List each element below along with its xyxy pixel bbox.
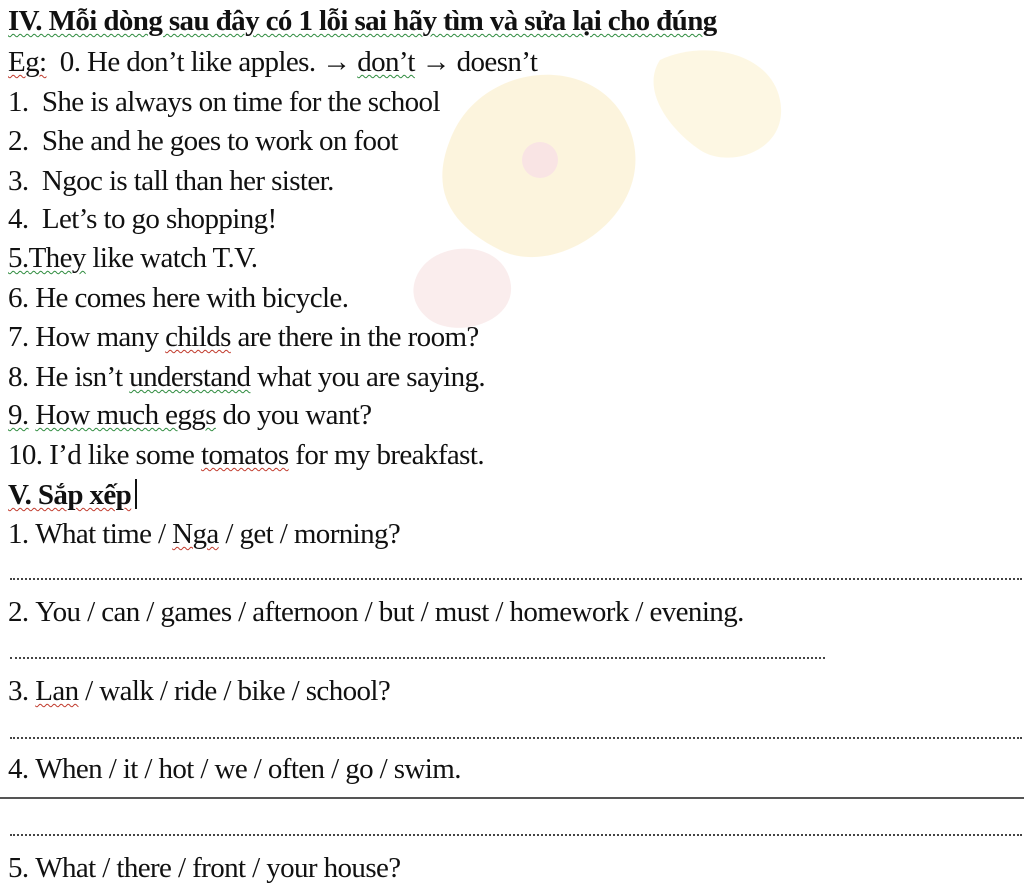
item-number: 8.: [8, 361, 29, 393]
item-number: 3.: [8, 675, 29, 707]
section-4-heading: [8, 4, 717, 38]
item-number: 4.: [8, 203, 29, 235]
answer-line[interactable]: [10, 737, 1022, 739]
item-number: 1.: [8, 86, 29, 118]
item-number: 4.: [8, 753, 29, 785]
item-text: When / it / hot / we / often / go / swim.: [35, 753, 461, 785]
item-number: 10.: [8, 439, 43, 471]
item-text-post: / walk / ride / bike / school?: [78, 675, 391, 707]
exercise-item: [8, 202, 277, 236]
item-marked-word: childs: [165, 321, 231, 353]
item-text: She is always on time for the school: [41, 86, 440, 118]
item-number: 2.: [8, 125, 29, 157]
item-number: 1.: [8, 518, 29, 550]
section-5-heading: [8, 478, 137, 512]
arrow-icon: →: [322, 46, 351, 78]
exercise-item: [8, 438, 484, 472]
reorder-item: [8, 595, 744, 629]
section-5-heading-text: V. Sắp xếp: [8, 479, 132, 511]
item-text-post: / get / morning?: [218, 518, 401, 550]
item-number: 9.: [8, 399, 29, 431]
example-wrong-word: don’t: [357, 46, 415, 78]
item-text-pre: What time /: [35, 518, 173, 550]
item-text-post: are there in the room?: [230, 321, 479, 353]
example-correct-word: doesn’t: [456, 46, 538, 78]
item-number: 7.: [8, 321, 29, 353]
exercise-item: [8, 164, 334, 198]
item-marked-word: understand: [129, 361, 251, 393]
item-marked-word: They: [28, 242, 86, 274]
section-4-heading-text: IV. Mỗi dòng sau đây có 1 lỗi sai hãy tìm và sửa lại cho đúng: [8, 5, 717, 37]
item-text-pre: I’d like some: [49, 439, 201, 471]
exercise-item: [8, 320, 479, 354]
item-text: You / can / games / afternoon / but / must / homework / evening.: [35, 596, 744, 628]
exercise-item: [8, 124, 398, 158]
item-marked-word: Nga: [172, 518, 219, 550]
item-marked-word: Lan: [35, 675, 79, 707]
item-text-post: do you want?: [215, 399, 372, 431]
answer-line[interactable]: [10, 578, 1022, 580]
item-text: Let’s to go shopping!: [41, 203, 277, 235]
item-text: She and he goes to work on foot: [41, 125, 398, 157]
item-marked-word: How much eggs: [35, 399, 216, 431]
example-label: Eg:: [8, 46, 47, 78]
item-text-post: what you are saying.: [250, 361, 486, 393]
item-number: 3.: [8, 165, 29, 197]
item-text-post: like watch T.V.: [85, 242, 258, 274]
item-number: 6.: [8, 282, 29, 314]
exercise-item: [8, 241, 257, 275]
exercise-item: [8, 398, 372, 432]
answer-line[interactable]: [10, 657, 825, 659]
answer-line[interactable]: [10, 834, 1022, 836]
item-number: 5.: [8, 242, 29, 274]
item-text: What / there / front / your house?: [35, 852, 401, 884]
arrow-icon: →: [421, 46, 450, 78]
reorder-item: [8, 752, 461, 786]
exercise-item: [8, 85, 440, 119]
item-text: Ngoc is tall than her sister.: [41, 165, 334, 197]
horizontal-rule: [0, 797, 1024, 799]
item-marked-word: tomatos: [200, 439, 289, 471]
item-text-pre: He isn’t: [35, 361, 130, 393]
reorder-item: [8, 674, 390, 708]
example-line: [8, 45, 537, 79]
item-number: 5.: [8, 852, 29, 884]
text-cursor: [135, 479, 137, 509]
reorder-item: [8, 517, 400, 551]
exercise-item: [8, 360, 485, 394]
item-text-pre: How many: [35, 321, 166, 353]
item-text: He comes here with bicycle.: [35, 282, 349, 314]
example-sentence: 0. He don’t like apples.: [59, 46, 316, 78]
reorder-item: [8, 851, 401, 885]
item-number: 2.: [8, 596, 29, 628]
exercise-item: [8, 281, 348, 315]
item-text-post: for my breakfast.: [288, 439, 484, 471]
